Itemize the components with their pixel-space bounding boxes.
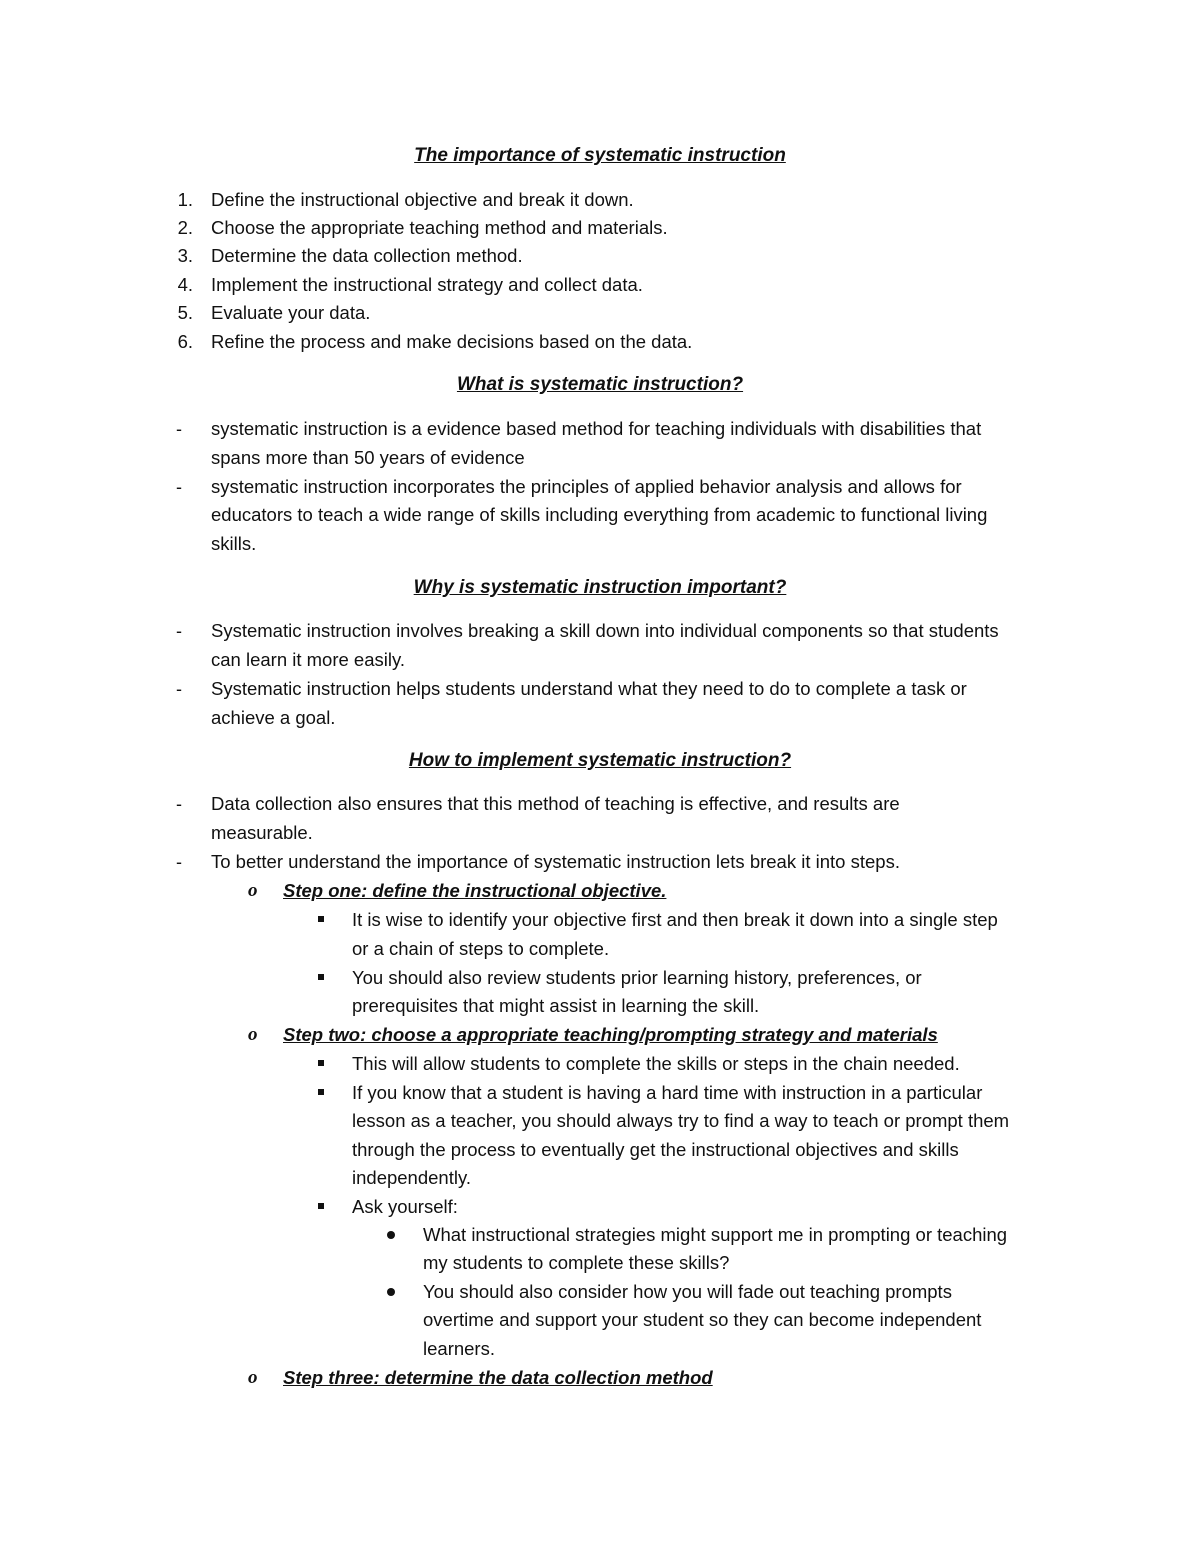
bullet-text: Data collection also ensures that this method of teaching is effective, and results are [211, 793, 900, 814]
dash-bullet: - [176, 794, 182, 814]
square-bullet [318, 1060, 324, 1066]
list-number: 3. [177, 245, 193, 266]
sub-bullet-text: through the process to eventually get the instructional objectives and skills [352, 1139, 959, 1160]
section-heading-what: What is systematic instruction? [456, 374, 744, 395]
round-bullet [387, 1288, 395, 1296]
bullet-text: systematic instruction incorporates the principles of applied behavior analysis and allows for [211, 476, 962, 497]
sub-sub-bullet-text: overtime and support your student so they can become independent [423, 1309, 982, 1330]
square-bullet [318, 1203, 324, 1209]
list-number: 6. [177, 331, 193, 352]
sub-bullet-text: prerequisites that might assist in learning the skill. [352, 995, 760, 1016]
sub-sub-bullet-text: my students to complete these skills? [423, 1252, 730, 1273]
list-item: Refine the process and make decisions based on the data. [211, 331, 693, 352]
sub-bullet-text: If you know that a student is having a hard time with instruction in a particular [352, 1082, 983, 1103]
round-bullet [387, 1231, 395, 1239]
step-bullet: o [248, 880, 258, 901]
bullet-text: systematic instruction is a evidence based method for teaching individuals with disabilities that [211, 418, 982, 439]
step-bullet: o [248, 1024, 258, 1045]
sub-bullet-text: It is wise to identify your objective first and then break it down into a single step [352, 909, 998, 930]
sub-bullet-text: independently. [352, 1167, 471, 1188]
list-item: Define the instructional objective and break it down. [211, 189, 634, 210]
bullet-text: Systematic instruction involves breaking a skill down into individual components so that students [211, 620, 999, 641]
bullet-text: achieve a goal. [211, 707, 336, 728]
square-bullet [318, 1089, 324, 1095]
dash-bullet: - [176, 477, 182, 497]
bullet-text: educators to teach a wide range of skills including everything from academic to functional living [211, 504, 988, 525]
square-bullet [318, 916, 324, 922]
dash-bullet: - [176, 679, 182, 699]
sub-sub-bullet-text: You should also consider how you will fade out teaching prompts [423, 1281, 952, 1302]
list-item: Choose the appropriate teaching method and materials. [211, 217, 668, 238]
list-number: 4. [177, 274, 193, 295]
bullet-text: measurable. [211, 822, 313, 843]
section-heading-importance: The importance of systematic instruction [414, 145, 786, 166]
bullet-text: can learn it more easily. [211, 649, 405, 670]
list-item: Implement the instructional strategy and collect data. [211, 274, 643, 295]
dash-bullet: - [176, 419, 182, 439]
section-heading-why: Why is systematic instruction important? [413, 577, 787, 598]
sub-bullet-text: or a chain of steps to complete. [352, 938, 610, 959]
sub-bullet-text: Ask yourself: [352, 1196, 458, 1217]
section-heading-how: How to implement systematic instruction? [408, 750, 792, 771]
sub-bullet-text: lesson as a teacher, you should always try to find a way to teach or prompt them [352, 1110, 1010, 1131]
list-item: Evaluate your data. [211, 302, 371, 323]
sub-sub-bullet-text: learners. [423, 1338, 495, 1359]
sub-bullet-text: You should also review students prior learning history, preferences, or [352, 967, 922, 988]
sub-bullet-text: This will allow students to complete the skills or steps in the chain needed. [352, 1053, 960, 1074]
list-number: 5. [177, 302, 193, 323]
list-item: Determine the data collection method. [211, 245, 523, 266]
sub-sub-bullet-text: What instructional strategies might support me in prompting or teaching [423, 1224, 1008, 1245]
bullet-text: spans more than 50 years of evidence [211, 447, 525, 468]
bullet-text: Systematic instruction helps students understand what they need to do to complete a task or [211, 678, 967, 699]
bullet-text: skills. [211, 533, 257, 554]
step-title: Step two: choose a appropriate teaching/prompting strategy and materials [283, 1024, 938, 1045]
step-title: Step one: define the instructional objective. [283, 880, 667, 901]
step-title: Step three: determine the data collection method [283, 1367, 713, 1388]
list-number: 2. [177, 217, 193, 238]
step-bullet: o [248, 1367, 258, 1388]
dash-bullet: - [176, 621, 182, 641]
square-bullet [318, 974, 324, 980]
dash-bullet: - [176, 852, 182, 872]
list-number: 1. [177, 189, 193, 210]
bullet-text: To better understand the importance of systematic instruction lets break it into steps. [211, 851, 900, 872]
